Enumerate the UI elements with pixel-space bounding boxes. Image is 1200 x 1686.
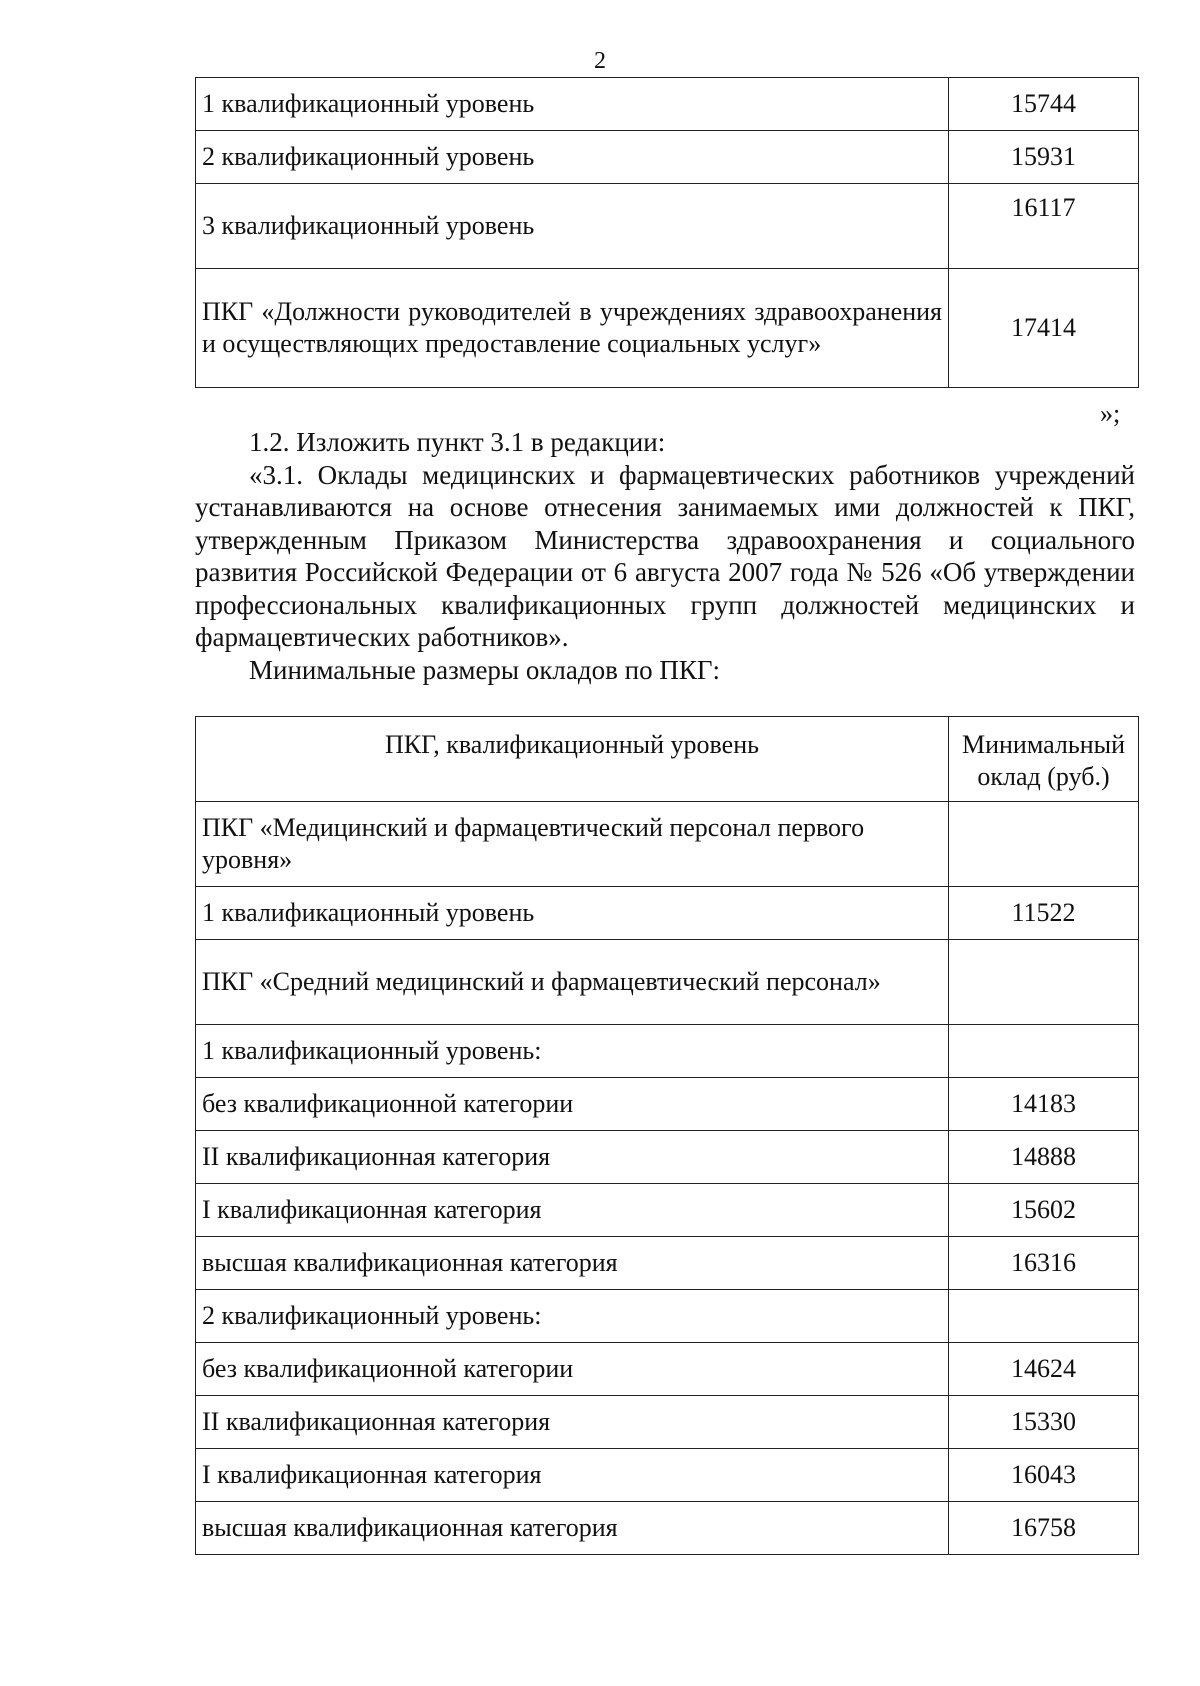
pkg-group-cell: ПКГ «Медицинский и фармацевтический персонал первого уровня» bbox=[196, 802, 949, 887]
salary-value-cell bbox=[949, 1025, 1139, 1078]
column-header-salary-line2: оклад (руб.) bbox=[977, 762, 1110, 791]
salary-value-cell: 16758 bbox=[949, 1502, 1139, 1555]
column-header-qualification: ПКГ, квалификационный уровень bbox=[196, 717, 949, 802]
qualification-level-cell: 1 квалификационный уровень bbox=[196, 78, 949, 131]
qualification-category-cell: без квалификационной категории bbox=[196, 1343, 949, 1396]
table-row bbox=[196, 1078, 1139, 1131]
qualification-level-cell: 3 квалификационный уровень bbox=[196, 184, 949, 269]
salary-value-cell: 14624 bbox=[949, 1343, 1139, 1396]
qualification-level-cell: 2 квалификационный уровень bbox=[196, 131, 949, 184]
table-row bbox=[196, 131, 1139, 184]
item-1-2: 1.2. Изложить пункт 3.1 в редакции: bbox=[249, 427, 666, 457]
salary-value-cell bbox=[949, 802, 1139, 887]
table-row bbox=[196, 1237, 1139, 1290]
column-header-salary bbox=[949, 717, 1139, 802]
table-row bbox=[196, 1343, 1139, 1396]
qualification-category-cell: I квалификационная категория bbox=[196, 1184, 949, 1237]
salary-value-cell: 16043 bbox=[949, 1449, 1139, 1502]
qualification-level-cell: 1 квалификационный уровень bbox=[196, 887, 949, 940]
page-number: 2 bbox=[594, 48, 606, 74]
pkg-group-cell: ПКГ «Должности руководителей в учреждениях здравоохранения и осуществляющих предоставление социальных услуг» bbox=[196, 269, 949, 388]
qualification-category-cell: высшая квалификационная категория bbox=[196, 1502, 949, 1555]
column-header-salary-line1: Минимальный bbox=[961, 730, 1126, 759]
table-row bbox=[196, 802, 1139, 887]
table-row bbox=[196, 269, 1139, 388]
qualification-level-cell: 2 квалификационный уровень: bbox=[196, 1290, 949, 1343]
minimum-salary-table bbox=[195, 716, 1139, 1555]
qualification-category-cell: II квалификационная категория bbox=[196, 1396, 949, 1449]
table-row bbox=[196, 78, 1139, 131]
table-row bbox=[196, 1502, 1139, 1555]
qualification-category-cell: II квалификационная категория bbox=[196, 1131, 949, 1184]
table-header-row bbox=[196, 717, 1139, 802]
table-row bbox=[196, 1290, 1139, 1343]
salary-value-cell bbox=[949, 1290, 1139, 1343]
salary-value-cell: 15330 bbox=[949, 1396, 1139, 1449]
salary-value-cell: 14183 bbox=[949, 1078, 1139, 1131]
salary-value-cell: 16316 bbox=[949, 1237, 1139, 1290]
closing-quote: »; bbox=[1100, 399, 1121, 428]
salary-value-cell: 16117 bbox=[949, 184, 1139, 269]
item-3-1: «3.1. Оклады медицинских и фармацевтических работников учреждений устанавливаются на основе отнесения занимаемых ими должностей к ПКГ, утвержденным Приказом Министерства здравоохранения и социального развития Российской Федерации от 6 августа 2007 года № 526 «Об утверждении профессиональных квалификационных групп должностей медицинских и фармацевтических работников». bbox=[195, 459, 1135, 652]
qualification-level-cell: 1 квалификационный уровень: bbox=[196, 1025, 949, 1078]
qualification-category-cell: I квалификационная категория bbox=[196, 1449, 949, 1502]
salary-value-cell: 15931 bbox=[949, 131, 1139, 184]
min-sizes-heading: Минимальные размеры окладов по ПКГ: bbox=[249, 654, 720, 685]
amendment-text bbox=[195, 426, 1135, 686]
salary-value-cell: 14888 bbox=[949, 1131, 1139, 1184]
table-row bbox=[196, 1131, 1139, 1184]
salary-value-cell: 15602 bbox=[949, 1184, 1139, 1237]
qualification-category-cell: высшая квалификационная категория bbox=[196, 1237, 949, 1290]
qualification-category-cell: без квалификационной категории bbox=[196, 1078, 949, 1131]
table-row bbox=[196, 940, 1139, 1025]
table-row bbox=[196, 1025, 1139, 1078]
salary-value-cell: 11522 bbox=[949, 887, 1139, 940]
pkg-group-cell: ПКГ «Средний медицинский и фармацевтический персонал» bbox=[196, 940, 949, 1025]
salary-value-cell bbox=[949, 940, 1139, 1025]
table-row bbox=[196, 1396, 1139, 1449]
table-row bbox=[196, 1449, 1139, 1502]
table-row bbox=[196, 1184, 1139, 1237]
salary-table-continued bbox=[195, 77, 1139, 388]
salary-value-cell: 17414 bbox=[949, 269, 1139, 388]
salary-value-cell: 15744 bbox=[949, 78, 1139, 131]
table-row bbox=[196, 887, 1139, 940]
table-row bbox=[196, 184, 1139, 269]
